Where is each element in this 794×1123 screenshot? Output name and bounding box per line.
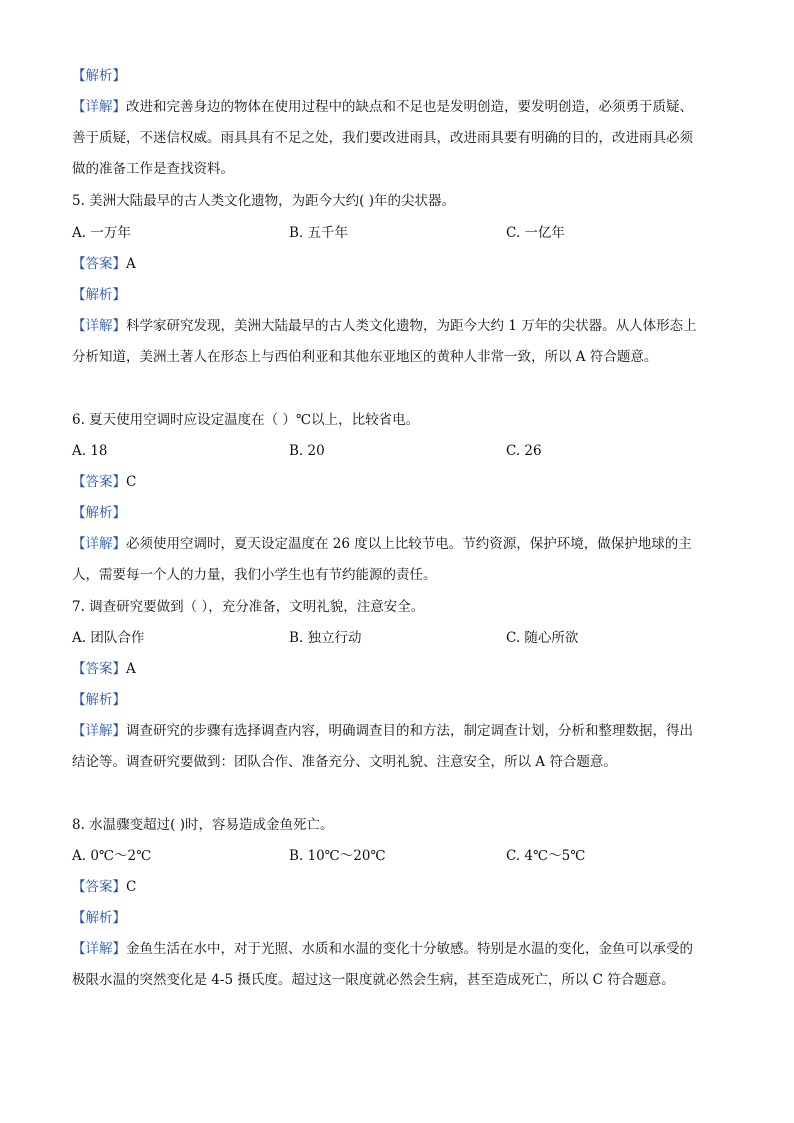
analysis-tag: 【解析】 [72, 68, 126, 84]
q8-option-b: B. 10℃～20℃ [289, 848, 386, 864]
q5-option-c: C. 一亿年 [506, 225, 565, 241]
question-8: 8. 水温骤变超过( )时，容易造成金鱼死亡。 [72, 817, 334, 833]
q6-answer: 【答案】C [72, 474, 137, 490]
q7-option-c: C. 随心所欲 [506, 630, 579, 646]
detail-line: 结论等。调查研究要做到：团队合作、准备充分、文明礼貌、注意安全，所以 A 符合题意。 [72, 754, 617, 770]
q6-option-b: B. 20 [289, 443, 325, 459]
detail-tag: 【详解】 [72, 99, 126, 115]
detail-line: 人，需要每一个人的力量，我们小学生也有节约能源的责任。 [72, 567, 437, 583]
detail-line: 【详解】调查研究的步骤有选择调查内容，明确调查目的和方法，制定调查计划，分析和整理数据，得出 [72, 723, 693, 739]
analysis-tag: 【解析】 [72, 505, 126, 521]
detail-line: 善于质疑，不迷信权威。雨具具有不足之处，我们要改进雨具，改进雨具要有明确的目的，改进雨具必须 [72, 130, 693, 146]
detail-line: 【详解】必须使用空调时，夏天设定温度在 26 度以上比较节电。节约资源，保护环境，做保护地球的主 [72, 536, 692, 552]
q8-option-c: C. 4℃～5℃ [506, 848, 586, 864]
q5-answer: 【答案】A [72, 256, 136, 272]
q8-answer: 【答案】C [72, 879, 137, 895]
q5-option-a: A. 一万年 [72, 225, 131, 241]
q6-option-a: A. 18 [72, 443, 108, 459]
q7-answer: 【答案】A [72, 661, 136, 677]
q7-option-a: A. 团队合作 [72, 630, 145, 646]
detail-line: 【详解】科学家研究发现，美洲大陆最早的古人类文化遗物，为距今大约 1 万年的尖状器。从人体形态上 [72, 318, 697, 334]
q5-option-b: B. 五千年 [289, 225, 349, 241]
question-7: 7. 调查研究要做到（ ），充分准备，文明礼貌，注意安全。 [72, 599, 425, 615]
q7-option-b: B. 独立行动 [289, 630, 362, 646]
detail-line: 【详解】金鱼生活在水中，对于光照、水质和水温的变化十分敏感。特别是水温的变化，金鱼可以承受的 [72, 941, 693, 957]
detail-line: 分析知道，美洲土著人在形态上与西伯利亚和其他东亚地区的黄种人非常一致，所以 A 符合题意。 [72, 349, 658, 365]
detail-line: 【详解】改进和完善身边的物体在使用过程中的缺点和不足也是发明创造，要发明创造，必须勇于质疑、 [72, 99, 693, 115]
analysis-tag: 【解析】 [72, 287, 126, 303]
q6-option-c: C. 26 [506, 443, 542, 459]
q8-option-a: A. 0℃～2℃ [72, 848, 152, 864]
analysis-tag: 【解析】 [72, 910, 126, 926]
detail-line: 极限水温的突然变化是 4-5 摄氏度。超过这一限度就必然会生病，甚至造成死亡，所以 C 符合题意。 [72, 972, 675, 988]
question-6: 6. 夏天使用空调时应设定温度在（ ）℃以上，比较省电。 [72, 412, 420, 428]
question-5: 5. 美洲大陆最早的古人类文化遗物，为距今大约( )年的尖状器。 [72, 193, 455, 209]
analysis-tag: 【解析】 [72, 692, 126, 708]
detail-line: 做的准备工作是查找资料。 [72, 161, 234, 177]
